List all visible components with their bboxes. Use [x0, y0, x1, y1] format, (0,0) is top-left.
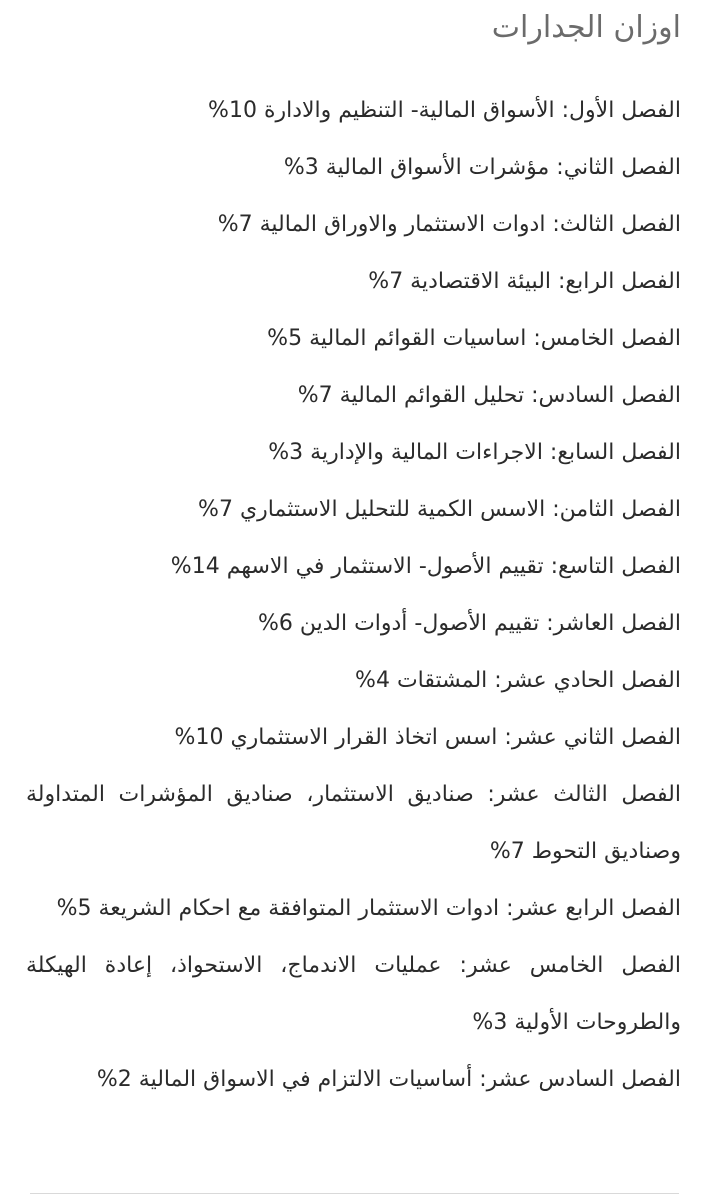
- list-item: [26, 82, 681, 139]
- chapter-text: الفصل الثالث: ادوات الاستثمار والاوراق المالية 7%: [217, 212, 681, 237]
- chapter-text: الفصل السادس عشر: أساسيات الالتزام في الاسواق المالية 2%: [96, 1067, 681, 1092]
- chapter-text: الفصل التاسع: تقييم الأصول- الاستثمار في الاسهم 14%: [170, 554, 681, 579]
- chapter-text: الفصل العاشر: تقييم الأصول- أدوات الدين 6%: [257, 611, 681, 636]
- chapter-text: الفصل السادس: تحليل القوائم المالية 7%: [297, 383, 681, 408]
- chapter-text: الفصل الثامن: الاسس الكمية للتحليل الاستثماري 7%: [198, 497, 681, 522]
- chapter-text: الفصل الخامس: اساسيات القوائم المالية 5%: [267, 326, 681, 351]
- chapter-weights-list: [26, 82, 681, 1108]
- list-item: [26, 481, 681, 538]
- list-item: [26, 424, 681, 481]
- list-item: [26, 367, 681, 424]
- list-item: [26, 709, 681, 766]
- chapter-text: الفصل الثاني عشر: اسس اتخاذ القرار الاستثماري 10%: [174, 725, 681, 750]
- chapter-text: الفصل الأول: الأسواق المالية- التنظيم والادارة 10%: [208, 98, 681, 123]
- chapter-text: الفصل الخامس عشر: عمليات الاندماج، الاستحواذ، إعادة الهيكلة والطروحات الأولية 3%: [26, 953, 681, 1035]
- page-title: اوزان الجدارات: [491, 10, 681, 45]
- list-item: [26, 595, 681, 652]
- list-item: [26, 652, 681, 709]
- list-item: [26, 538, 681, 595]
- chapter-text: الفصل الحادي عشر: المشتقات 4%: [355, 668, 681, 693]
- chapter-text: الفصل الثالث عشر: صناديق الاستثمار، صناديق المؤشرات المتداولة وصناديق التحوط 7%: [26, 782, 681, 864]
- list-item: [26, 253, 681, 310]
- chapter-text: الفصل الثاني: مؤشرات الأسواق المالية 3%: [283, 155, 681, 180]
- list-item: [26, 139, 681, 196]
- list-item: [26, 196, 681, 253]
- bottom-divider: [30, 1193, 679, 1194]
- chapter-text: الفصل الرابع: البيئة الاقتصادية 7%: [368, 269, 681, 294]
- chapter-text: الفصل الرابع عشر: ادوات الاستثمار المتوافقة مع احكام الشريعة 5%: [56, 896, 681, 921]
- list-item: [26, 310, 681, 367]
- list-item: [26, 880, 681, 937]
- list-item: [26, 766, 681, 880]
- list-item: [26, 1051, 681, 1108]
- list-item: [26, 937, 681, 1051]
- chapter-text: الفصل السابع: الاجراءات المالية والإدارية 3%: [268, 440, 681, 465]
